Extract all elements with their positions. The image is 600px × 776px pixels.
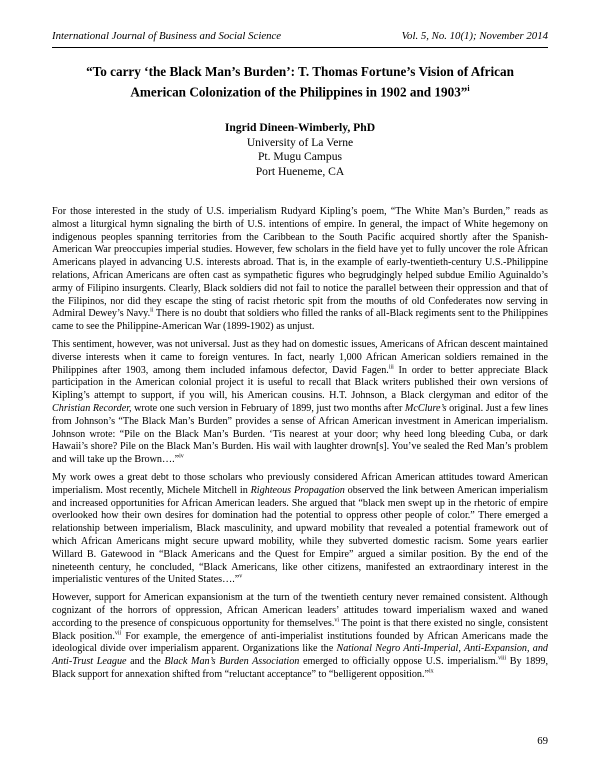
issue-info: Vol. 5, No. 10(1); November 2014 <box>401 30 548 42</box>
author-affiliation: University of La Verne <box>246 135 354 149</box>
title-endnote-marker[interactable]: i <box>467 83 470 93</box>
endnote-marker-v[interactable]: v <box>239 573 243 580</box>
paragraph-3-text-a: My work owes a great debt to those scholars who previously considered African American attitudes toward American imperialism. Most recently, Michele Mitchell in <box>52 471 548 496</box>
endnote-marker-vi[interactable]: vi <box>334 617 340 624</box>
org-name-black-mans-burden-association: Black Man’s Burden Association <box>164 656 300 668</box>
running-header <box>52 30 548 43</box>
paragraph-4-text-e: emerged to officially oppose U.S. imperialism. <box>299 656 499 668</box>
author-block <box>0 121 600 179</box>
author-campus: Pt. Mugu Campus <box>257 150 343 164</box>
header-rule <box>52 47 548 48</box>
paragraph-4 <box>52 592 548 682</box>
endnote-marker-viii[interactable]: viii <box>498 655 507 662</box>
paragraph-2 <box>52 339 548 467</box>
endnote-marker-ix[interactable]: ix <box>429 668 434 675</box>
journal-title-christian-recorder: Christian Recorder, <box>52 402 132 414</box>
paragraph-1-text: For those interested in the study of U.S. imperialism Rudyard Kipling’s poem, “The White Man’s Burden,” reads as almost a liturgical hymn signaling the birth of U.S. intentions of empire. In general, the impact of White hegemony on indigenous peoples spanning territories from the Caribbean to the South Pacific acquired shortly after the Spanish-American War preoccupies imperial studies. However, few scholars in the field have yet to fully uncover the role African Americans played in advancing U.S. interests abroad. That is, in the example of early-twentieth-century U.S.-Philippine relations, African Americans are often cast as sympathetic figures who begrudgingly helped subdue Emilio Aguinaldo’s army of Filipino insurgents. Clearly, Black soldiers did not fail to notice the parallel between their oppression and that of the Filipinos, nor did they escape the sting of racist rhetoric spit from the mouths of old Confederates now serving in Admiral Dewey’s Navy. <box>52 206 548 320</box>
title-line-1: “To carry ‘the Black Man’s Burden’: T. Thomas Fortune’s Vision of African <box>86 64 514 79</box>
paragraph-2-text-c: wrote one such version in February of 1899, just two months after <box>131 402 405 414</box>
endnote-marker-iv[interactable]: iv <box>179 453 184 460</box>
article-title <box>70 64 530 100</box>
magazine-title-mcclures: McClure’s <box>404 402 447 414</box>
paragraph-4-text-b: The point is that there existed no single, consistent Black position. <box>52 617 549 642</box>
title-line-2: American Colonization of the Philippines in 1902 and 1903” <box>130 83 468 99</box>
paragraph-4-text-f: By 1899, Black support for annexation shifted from “reluctant acceptance” to “belligerent opposition.” <box>52 656 548 680</box>
endnote-marker-ii[interactable]: ii <box>150 308 154 314</box>
book-title-righteous-propagation: Righteous Propagation <box>250 484 345 496</box>
paragraph-2-text-b: In order to better appreciate Black participation in the American colonial project it is useful to recall that Black writers published their own versions of Kipling’s attempt to support, if you will, his American cousins. H.T. Johnson, a Black clergyman and editor of the <box>52 364 548 402</box>
author-city: Port Hueneme, CA <box>255 164 345 178</box>
paragraph-1 <box>52 206 548 334</box>
paragraph-2-text-a: This sentiment, however, was not universal. Just as they had on domestic issues, Americans of African descent maintained diverse interests when it came to foreign ventures. In fact, nearly 1,000 African American soldiers remained in the Philippines after 1903, among them included infamous defector, David Fagen. <box>52 338 548 376</box>
paragraph-2-text-d: original. Just a few lines from Johnson’s “The Black Man’s Burden” provides a sense of African American investment in American imperialism. Johnson wrote: “Pile on the Black Man’s Burden. ‘Tis nearest at your door; why heed long bleeding Cuba, or dark Hawaii’s shore? Pile on the Black Man’s Burden. His wail with laughter drown[s]. You’ve sealed the Red Man’s problem and will take up the Brown….” <box>52 402 549 466</box>
journal-name: International Journal of Business and Social Science <box>52 30 282 42</box>
org-name-anti-imperial-league: National Negro Anti-Imperial, Anti-Expansion, and Anti-Trust League <box>52 643 548 668</box>
paragraph-3 <box>52 472 548 587</box>
page-number: 69 <box>537 735 548 747</box>
paragraph-4-text-c: For example, the emergence of anti-imperialist institutions founded by African Americans made the ideological divide over imperialism apparent. Organizations like the <box>52 630 549 655</box>
endnote-marker-vii[interactable]: vii <box>114 630 122 637</box>
paragraph-1-text-cont: There is no doubt that soldiers who filled the ranks of all-Black regiments sent to the Philippines came to see the Philippine-American War (1899-1902) as unjust. <box>52 308 548 333</box>
paragraph-4-text-d: and the <box>126 656 165 668</box>
paragraph-4-text-a: However, support for American expansionism at the turn of the twentieth century never remained consistent. Although cognizant of the horrors of oppression, African American leaders’ attitudes toward imperialism waxed and waned according to the presence of conspicuous opportunity for themselves. <box>52 592 548 629</box>
paragraph-3-text-b: observed the link between American imperialism and increased opportunities for African American leaders. She argued that “black men swept up in the rhetoric of empire overlooked how their own desires for domination had the potential to oppress other people of color.” There emerged a relationship between imperialism, Black masculinity, and upward mobility that revealed a potential framework out of which African Americans might secure upward mobility, while they subverted domestic racism. Some years earlier Willard B. Gatewood in “Black Americans and the Quest for Empire” argued a similar position. By the end of the nineteenth century, he concluded, “Black Americans, like other citizens, manifested an extraordinary interest in the imperialistic ventures of the United States….” <box>52 484 548 586</box>
article-body <box>52 206 548 687</box>
author-name: Ingrid Dineen-Wimberly, PhD <box>224 121 376 134</box>
endnote-marker-iii[interactable]: iii <box>388 364 394 371</box>
